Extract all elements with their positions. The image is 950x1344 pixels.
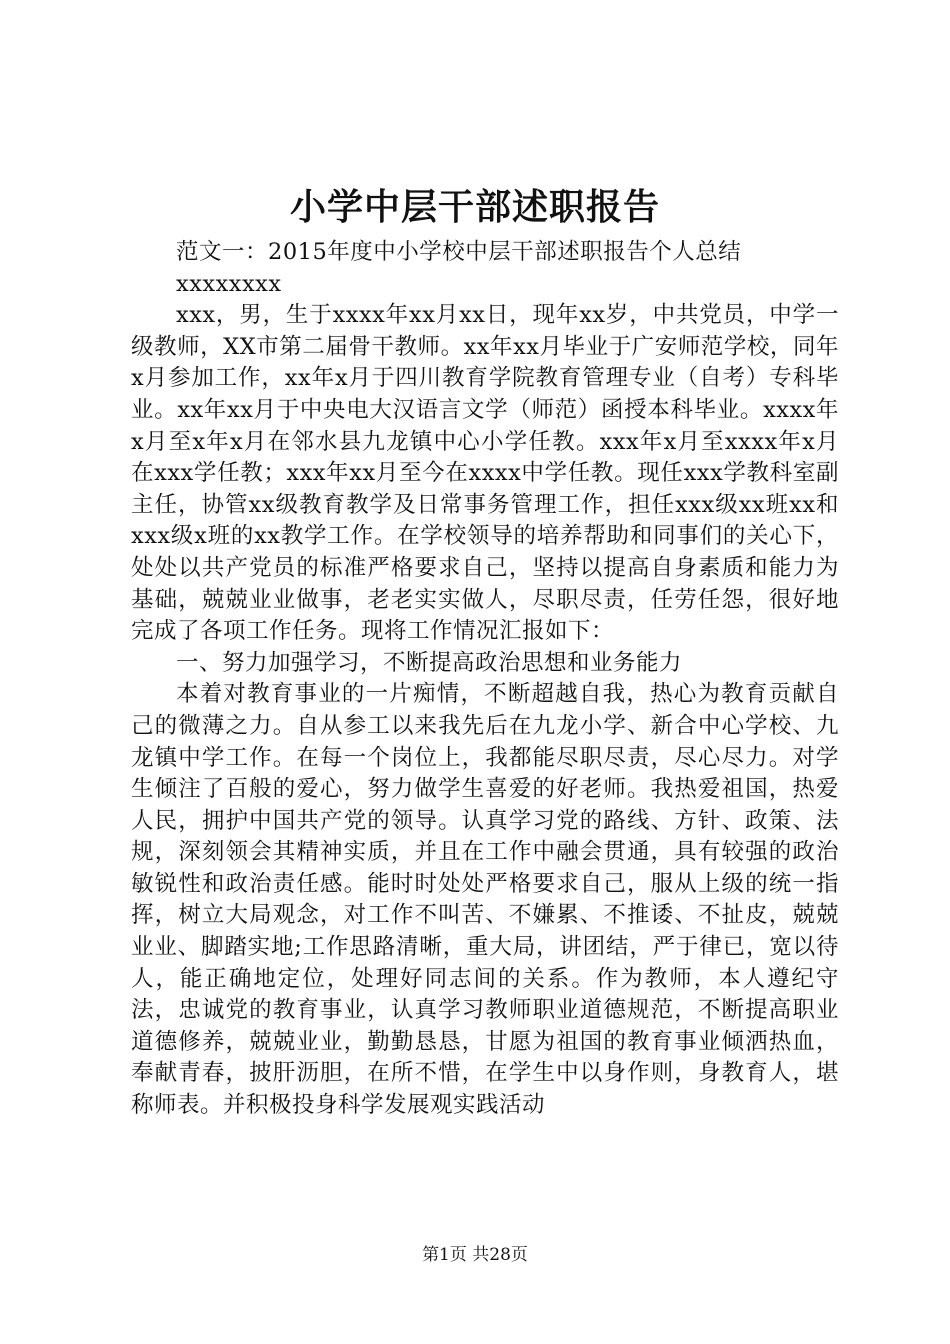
paragraph-author: xxxxxxxx (176, 270, 282, 297)
paragraph-section-1: 本着对教育事业的一片痴情，不断超越自我，热心为教育贡献自己的微薄之力。自从参工以来我先后在九龙小学、新合中心学校、九龙镇中学工作。在每一个岗位上，我都能尽职尽责，尽心尽力。对学生倾注了百般的爱心，努力做学生喜爱的好老师。我热爱祖国，热爱人民，拥护中国共产党的领导。认真学习党的路线、方针、政策、法规，深刻领会其精神实质，并且在工作中融会贯通，具有较强的政治敏锐性和政治责任感。能时时处处严格要求自己，服从上级的统一指挥，树立大局观念，对工作不叫苦、不嫌累、不推诿、不扯皮，兢兢业业、脚踏实地;工作思路清晰，重大局，讲团结，严于律已，宽以待人，能正确地定位，处理好同志间的关系。作为教师，本人遵纪守法，忠诚党的教育事业，认真学习教师职业道德规范，不断提高职业道德修养，兢兢业业，勤勤恳恳，甘愿为祖国的教育事业倾洒热血，奉献青春，披肝沥胆，在所不惜，在学生中以身作则，身教育人，堪称师表。并积极投身科学发展观实践活动 (131, 681, 839, 1119)
page-number: 第1页 共28页 (422, 1245, 528, 1265)
paragraph-intro: xxx，男，生于xxxx年xx月xx日，现年xx岁，中共党员，中学一级教师，XX市第二届骨干教师。xx年xx月毕业于广安师范学校，同年x月参加工作，xx年x月于四川教育学院教育管理专业（自考）专科毕业。xx年xx月于中央电大汉语言文学（师范）函授本科毕业。xxxx年x月至x年x月在邻水县九龙镇中心小学任教。xxx年x月至xxxx年x月在xxx学任教；xxx年xx月至今在xxxx中学任教。现任xxx学教科室副主任，协管xx级教育教学及日常事务管理工作，担任xxx级xx班xx和xxx级x班的xx教学工作。在学校领导的培养帮助和同事们的关心下，处处以共产党员的标准严格要求自己，坚持以提高自身素质和能力为基础，兢兢业业做事，老老实实做人，尽职尽责，任劳任怨，很好地完成了各项工作任务。现将工作情况汇报如下： (131, 302, 839, 645)
section-heading-1: 一、努力加强学习，不断提高政治思想和业务能力 (176, 649, 683, 676)
document-title: 小学中层干部述职报告 (289, 186, 660, 228)
paragraph-subtitle: 范文一：2015年度中小学校中层干部述职报告个人总结 (176, 239, 742, 265)
document-body (131, 237, 839, 1122)
